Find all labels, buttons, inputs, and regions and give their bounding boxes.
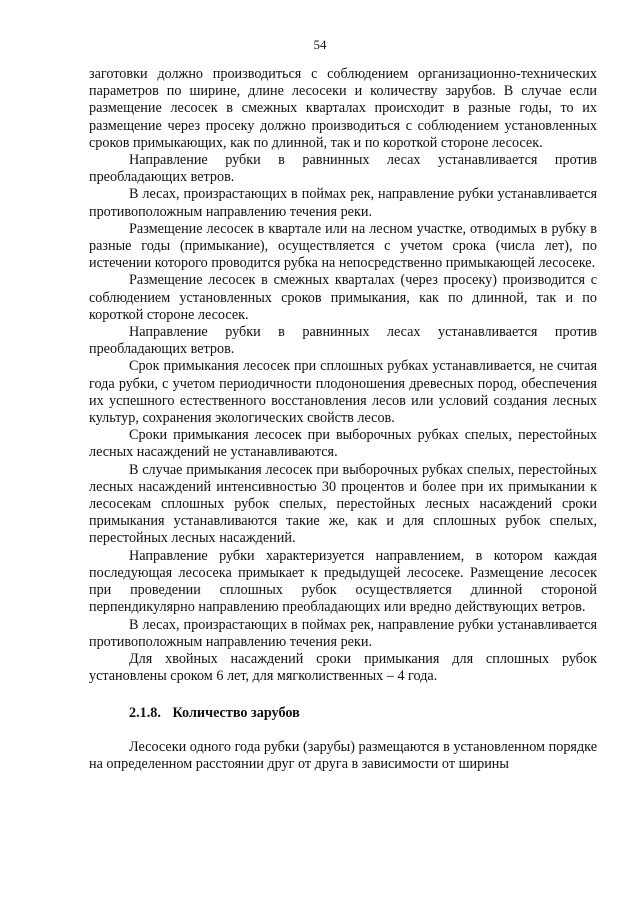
paragraph: Размещение лесосек в квартале или на лесном участке, отводимых в рубку в разные годы (примыкание), осуществляется с учетом срока (числа лет), по истечении которого проводится рубка на непосредственно примыкающей лесосеке. bbox=[89, 220, 597, 272]
paragraph: Направление рубки в равнинных лесах устанавливается против преобладающих ветров. bbox=[89, 324, 597, 358]
page-content bbox=[89, 66, 597, 773]
page-number: 54 bbox=[313, 37, 327, 52]
paragraph: В случае примыкания лесосек при выборочных рубках спелых, перестойных лесных насаждений интенсивностью 30 процентов и более при их примыкании к лесосекам сплошных рубок спелых, перестойных лесных насаждений сроки примыкания устанавливаются такие же, как и для сплошных рубок спелых, перестойных лесных насаждений. bbox=[89, 461, 597, 547]
section-number: 2.1.8. bbox=[129, 705, 161, 722]
section-heading bbox=[89, 705, 597, 722]
paragraph: В лесах, произрастающих в поймах рек, направление рубки устанавливается противоположным направлению течения реки. bbox=[89, 616, 597, 650]
paragraph: Направление рубки в равнинных лесах устанавливается против преобладающих ветров. bbox=[89, 152, 597, 186]
paragraph: Для хвойных насаждений сроки примыкания для сплошных рубок установлены сроком 6 лет, для мягколиственных – 4 года. bbox=[89, 650, 597, 685]
section-title: Количество зарубов bbox=[172, 705, 300, 722]
paragraph: В лесах, произрастающих в поймах рек, направление рубки устанавливается противоположным направлению течения реки. bbox=[89, 186, 597, 220]
paragraph: Размещение лесосек в смежных кварталах (через просеку) производится с соблюдением установленных сроков примыкания, как по длинной, так и по короткой стороне лесосек. bbox=[89, 272, 597, 323]
paragraph: Направление рубки характеризуется направлением, в котором каждая последующая лесосека примыкает к предыдущей лесосеке. Размещение лесосек при проведении сплошных рубок осуществляется длинной стороной перпендикулярно направлению преобладающих или вредно действующих ветров. bbox=[89, 547, 597, 616]
paragraph: Лесосеки одного года рубки (зарубы) размещаются в установленном порядке на определенном расстоянии друг от друга в зависимости от ширины bbox=[89, 738, 597, 772]
paragraph: Срок примыкания лесосек при сплошных рубках устанавливается, не считая года рубки, с учетом периодичности плодоношения древесных пород, обеспечения их успешного естественного восстановления лесов или условий создания лесных культур, сохранения экологических свойств лесов. bbox=[89, 358, 597, 427]
paragraph: Сроки примыкания лесосек при выборочных рубках спелых, перестойных лесных насаждений не устанавливаются. bbox=[89, 427, 597, 461]
paragraph: заготовки должно производиться с соблюдением организационно-технических параметров по ширине, длине лесосеки и количеству зарубов. В случае если размещение лесосек в смежных кварталах происходит в разные годы, то их размещение через просеку должно производиться с соблюдением установленных сроков примыкающих, как по длинной, так и по короткой стороне лесосек. bbox=[89, 66, 597, 151]
